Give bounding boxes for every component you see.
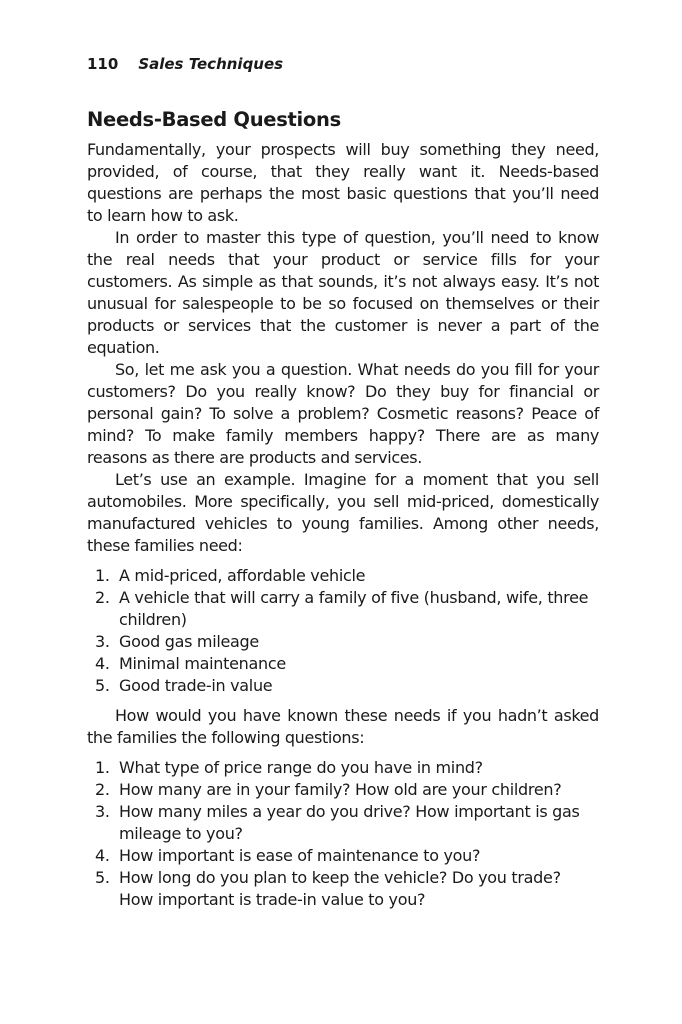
list-item-text: What type of price range do you have in mind? [119,758,483,777]
list-item-text: Minimal maintenance [119,654,286,673]
list-item-number: 4. [95,846,110,865]
running-head [87,54,599,74]
list-item-number: 1. [95,758,110,777]
list-item-text: A mid-priced, affordable vehicle [119,566,366,585]
list-item [87,757,599,779]
list-item [87,867,599,911]
list-item-text: Good trade-in value [119,676,273,695]
list-item-number: 2. [95,588,110,607]
list-item-number: 1. [95,566,110,585]
list-item [87,653,599,675]
list-item [87,845,599,867]
book-title: Sales Techniques [138,55,284,73]
needs-list [87,565,599,697]
list-item [87,779,599,801]
list-item [87,631,599,653]
paragraph-4: Let’s use an example. Imagine for a moment that you sell automobiles. More specifically, you sell mid-priced, domestically manufactured vehicles to young families. Among other needs, these families need: [87,470,599,555]
list-item-number: 4. [95,654,110,673]
page-number: 110 [87,55,119,73]
list-item-number: 5. [95,676,110,695]
list-item-number: 5. [95,868,110,887]
list-item [87,565,599,587]
list-item-text: How important is ease of maintenance to you? [119,846,481,865]
book-page [87,54,599,919]
list-item [87,801,599,845]
list-item-text: How long do you plan to keep the vehicle? Do you trade? How important is trade-in value to you? [119,868,561,909]
list-item-number: 3. [95,802,110,821]
section-title: Needs-Based Questions [87,108,341,131]
list-item-text: How many are in your family? How old are your children? [119,780,562,799]
list-item [87,675,599,697]
list-item-text: Good gas mileage [119,632,259,651]
list-item [87,587,599,631]
list-item-number: 3. [95,632,110,651]
questions-list [87,757,599,911]
list-item-text: How many miles a year do you drive? How important is gas mileage to you? [119,802,580,843]
list-item-text: A vehicle that will carry a family of five (husband, wife, three children) [119,588,589,629]
paragraph-2: In order to master this type of question, you’ll need to know the real needs that your product or service fills for your customers. As simple as that sounds, it’s not always easy. It’s not unusual for salespeople to be so focused on themselves or their products or services that the customer is never a part of the equation. [87,228,599,357]
paragraph-3: So, let me ask you a question. What needs do you fill for your customers? Do you really know? Do they buy for financial or personal gain? To solve a problem? Cosmetic reasons? Peace of mind? To make family members happy? There are as many reasons as there are products and services. [87,360,599,467]
list-item-number: 2. [95,780,110,799]
paragraph-1: Fundamentally, your prospects will buy something they need, provided, of course, that they really want it. Needs-based questions are perhaps the most basic questions that you’ll need to learn how to ask. [87,140,599,225]
questions-intro: How would you have known these needs if you hadn’t asked the families the following questions: [87,706,599,747]
